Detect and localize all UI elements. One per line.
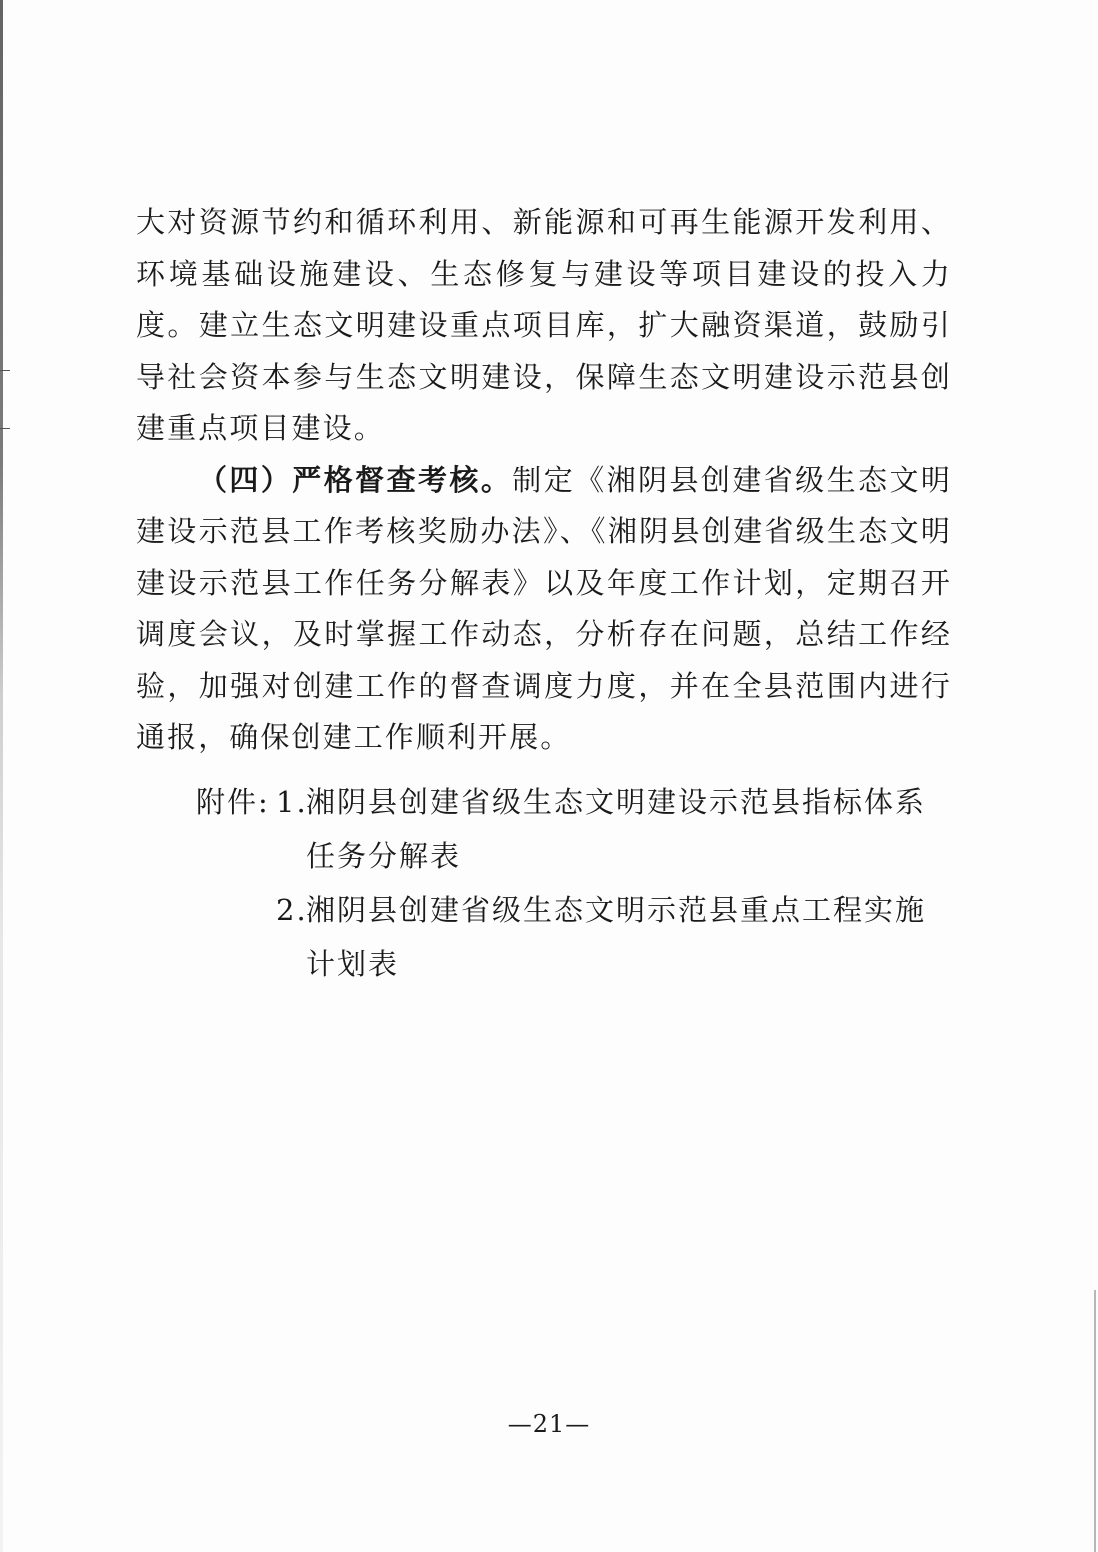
- attachment-title: 湘阴县创建省级生态文明示范县重点工程实施计划表: [306, 893, 927, 981]
- continuation-paragraph: 大对资源节约和循环利用、新能源和可再生能源开发利用、环境基础设施建设、生态修复与建设等项目建设的投入力度。建立生态文明建设重点项目库，扩大融资渠道，鼓励引导社会资本参与生态文明建设，保障生态文明建设示范县创建重点项目建设。: [136, 205, 952, 445]
- attachment-number: 1.: [276, 785, 308, 819]
- attachment-item: [196, 775, 956, 883]
- section-four-paragraph: [136, 455, 952, 764]
- scan-mark: [0, 428, 10, 429]
- body-text: [136, 197, 952, 764]
- section-four-heading: （四）严格督查考核。: [198, 462, 513, 497]
- attachment-number: 2.: [276, 893, 308, 927]
- scan-mark: [0, 370, 10, 371]
- section-four-body: 制定《湘阴县创建省级生态文明建设示范县工作考核奖励办法》、《湘阴县创建省级生态文明建设示范县工作任务分解表》以及年度工作计划，定期召开调度会议，及时掌握工作动态，分析存在问题，总结工作经验，加强对创建工作的督查调度力度，并在全县范围内进行通报，确保创建工作顺利开展。: [136, 462, 952, 754]
- attachment-item: [196, 883, 956, 991]
- scan-edge-left: [0, 0, 3, 1552]
- attachments-list: [196, 775, 956, 991]
- attachments-prefix: 附件:: [196, 785, 270, 819]
- page-number: —21—: [507, 1410, 591, 1438]
- attachment-title: 湘阴县创建省级生态文明建设示范县指标体系任务分解表: [306, 785, 927, 873]
